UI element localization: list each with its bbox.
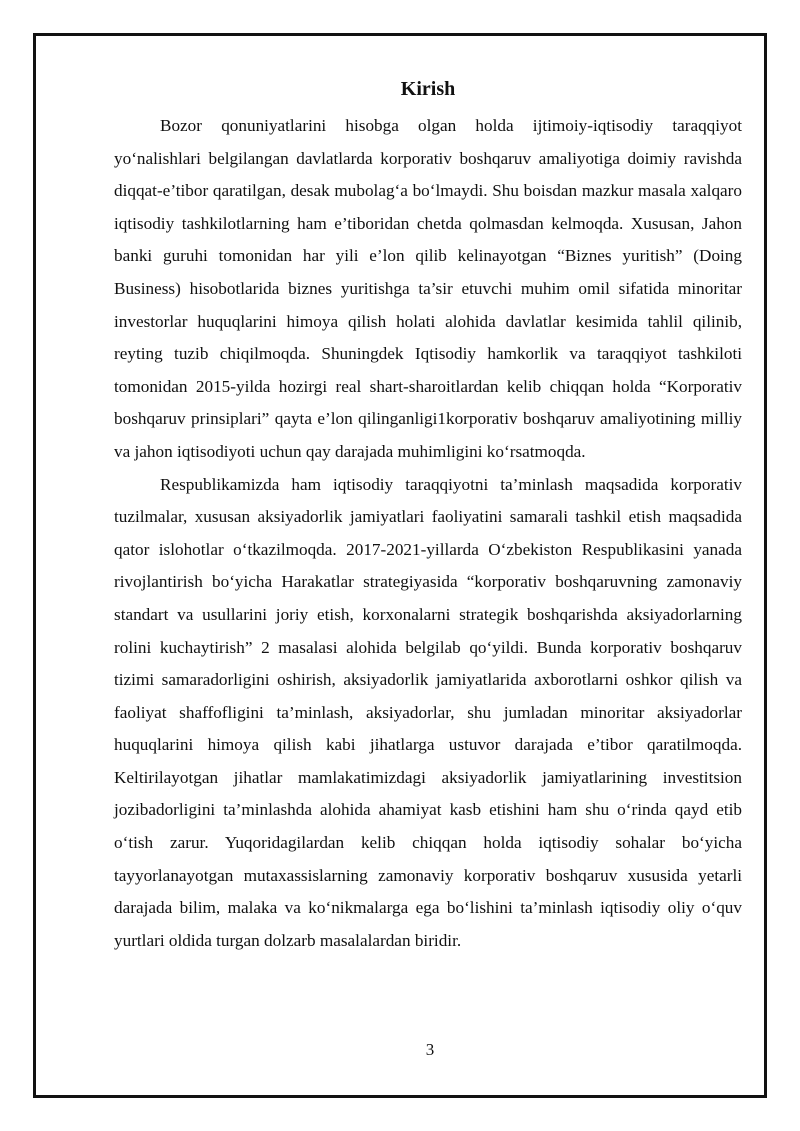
- page-number: 3: [425, 1040, 435, 1059]
- paragraph-2: Respublikamizda ham iqtisodiy taraqqiyotni ta’minlash maqsadida korporativ tuzilmalar, xususan aksiyadorlik jamiyatlari faoliyatini samarali tashkil etish maqsadida qator islohotlar o‘tkazilmoqda. 2017-2021-yillarda O‘zbekiston Respublikasini yanada rivojlantirish bo‘yicha Harakatlar strategiyasida “korporativ boshqaruvning zamonaviy standart va usullarini joriy etish, korxonalarni strategik boshqarishda aksiyadorlarning rolini kuchaytirish” 2 masalasi alohida belgilab qo‘yildi. Bunda korporativ boshqaruv tizimi samaradorligini oshirish, aksiyadorlik jamiyatlarida axborotlarni oshkor qilish va faoliyat shaffofligini ta’minlash, aksiyadorlar, shu jumladan minoritar aksiyadorlar huquqlarini himoya qilish kabi jihatlarga ustuvor darajada e’tibor qaratilmoqda. Keltirilayotgan jihatlar mamlakatimizdagi aksiyadorlik jamiyatlarining investitsion jozibadorligini ta’minlashda alohida ahamiyat kasb etishini ham shu o‘rinda qayd etib o‘tish zarur. Yuqoridagilardan kelib chiqqan holda iqtisodiy sohalar bo‘yicha tayyorlanayotgan mutaxassislarning zamonaviy korporativ boshqaruv xususida yetarli darajada bilim, malaka va ko‘nikmalarga ega bo‘lishini ta’minlash iqtisodiy oliy o‘quv yurtlari oldida turgan dolzarb masalalardan biridir.: [114, 474, 742, 950]
- page-content: [114, 76, 742, 957]
- page-title: Kirish: [400, 78, 456, 100]
- paragraph-1: Bozor qonuniyatlarini hisobga olgan holda ijtimoiy-iqtisodiy taraqqiyot yo‘nalishlari belgilangan davlatlarda korporativ boshqaruv amaliyotiga doimiy ravishda diqqat-e’tibor qaratilgan, desak mubolag‘a bo‘lmaydi. Shu boisdan mazkur masala xalqaro iqtisodiy tashkilotlarning ham e’tiboridan chetda qolmasdan kelmoqda. Xususan, Jahon banki guruhi tomonidan har yili e’lon qilib kelinayotgan “Biznes yuritish” (Doing Business) hisobotlarida biznes yuritishga ta’sir etuvchi muhim omil sifatida minoritar investorlar huquqlarini himoya qilish holati alohida davlatlar kesimida tahlil qilinib, reyting tuzib chiqilmoqda. Shuningdek Iqtisodiy hamkorlik va taraqqiyot tashkiloti tomonidan 2015-yilda hozirgi real shart-sharoitlardan kelib chiqqan holda “Korporativ boshqaruv prinsiplari” qayta e’lon qilinganligi1korporativ boshqaruv amaliyotining milliy va jahon iqtisodiyoti uchun qay darajada muhimligini ko‘rsatmoqda.: [114, 116, 742, 461]
